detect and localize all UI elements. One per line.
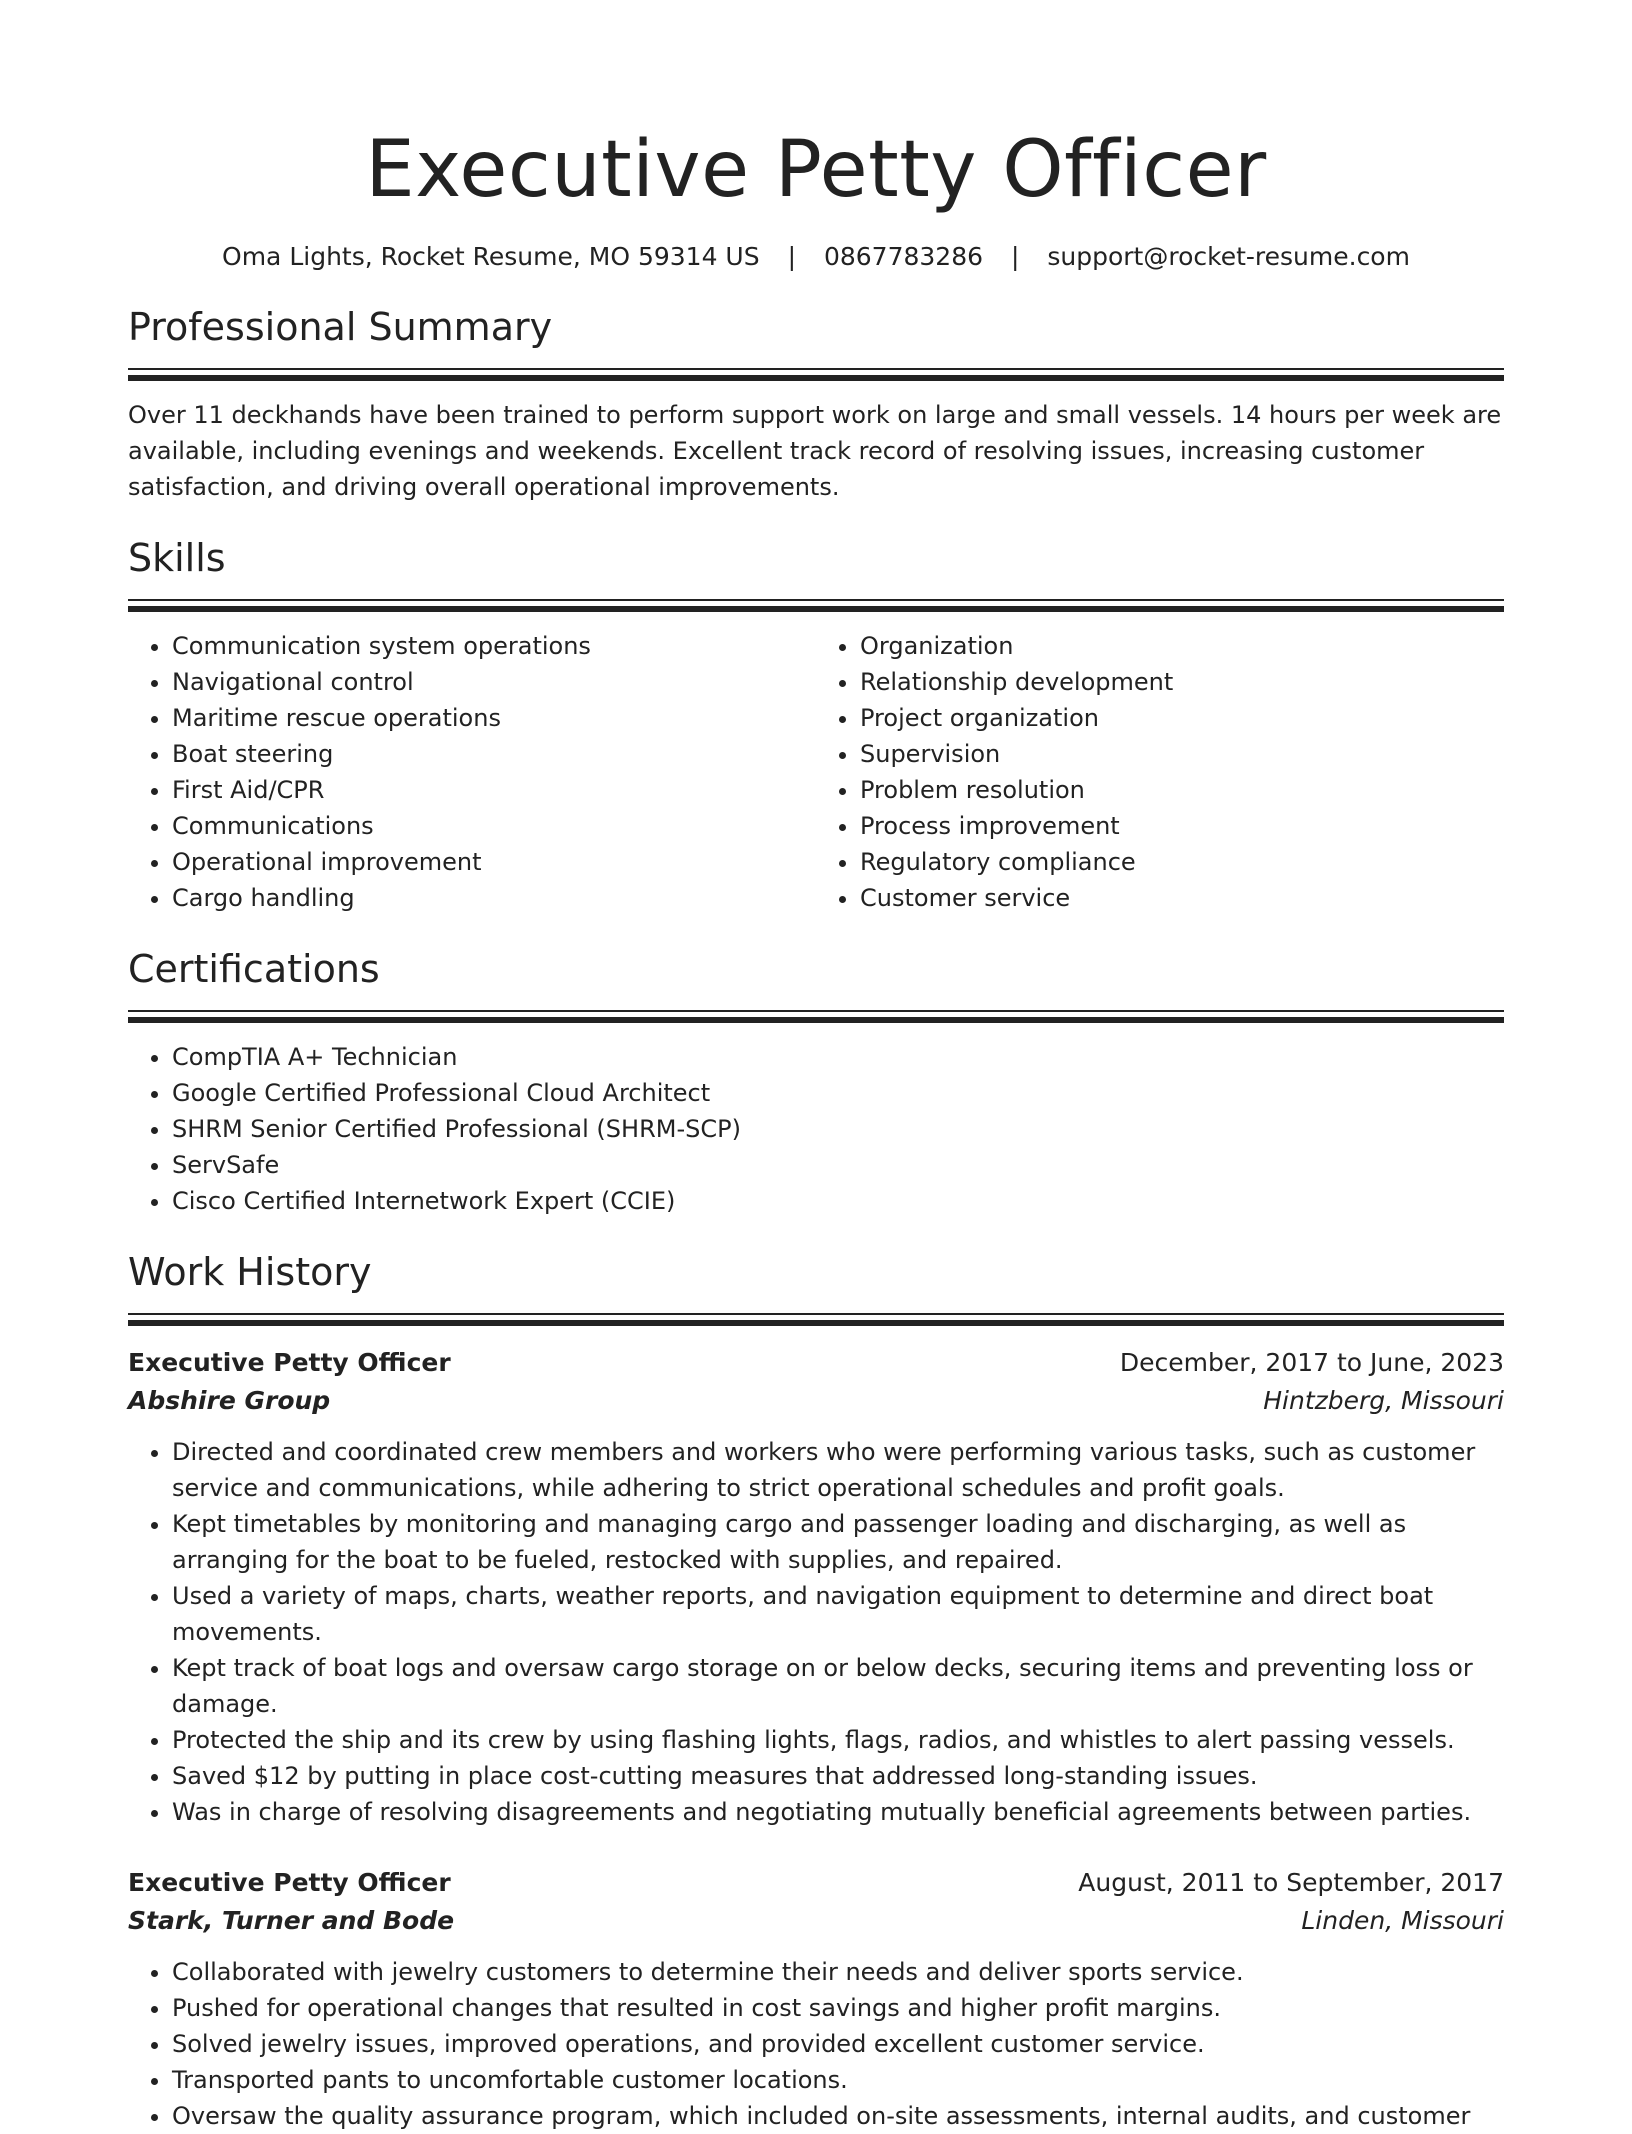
contact-address: Oma Lights, Rocket Resume, MO 59314 US [222,242,760,271]
job-header-row [128,1864,1504,1902]
skills-title: Skills [128,536,226,580]
job-duty-item: • Kept track of boat logs and oversaw cargo storage on or below decks, securing items and preventing loss or damage. [172,1650,1504,1722]
job-location: Linden, Missouri [1301,1906,1504,1935]
job-duty-item: • Pushed for operational changes that resulted in cost savings and higher profit margins. [172,1990,1504,2026]
job-company-row [128,1382,1504,1420]
job-entry [128,1344,1504,1830]
job-title: Executive Petty Officer [128,1348,451,1377]
work-history-section [128,1247,1504,2134]
job-duty-item: • Oversaw the quality assurance program, which included on-site assessments, internal audits, and customer [172,2098,1504,2134]
job-duty-item: • Collaborated with jewelry customers to determine their needs and deliver sports service. [172,1954,1504,1990]
job-duty-item: • Saved $12 by putting in place cost-cutting measures that addressed long-standing issues. [172,1758,1504,1794]
contact-email: support@rocket-resume.com [1047,242,1410,271]
job-dates: August, 2011 to September, 2017 [1078,1868,1504,1897]
skill-item: • Customer service [860,880,1504,916]
certification-item: • Google Certified Professional Cloud Architect [172,1075,1504,1111]
certifications-title: Certifications [128,947,380,991]
skill-item: • Supervision [860,736,1504,772]
job-dates: December, 2017 to June, 2023 [1119,1348,1504,1377]
certifications-section [128,944,1504,1219]
skills-section [128,533,1504,916]
job-company: Abshire Group [128,1386,331,1415]
skill-item: • Maritime rescue operations [172,700,816,736]
summary-text: Over 11 deckhands have been trained to perform support work on large and small vessels. 14 hours per week are available, including evenings and weekends. Excellent track record of resolving issues, increasing customer satisfaction, and driving overall operational improvements. [128,401,1502,501]
certification-item: • ServSafe [172,1147,1504,1183]
skill-item: • Communication system operations [172,628,816,664]
section-divider [128,1313,1504,1326]
skill-item: • Operational improvement [172,844,816,880]
skill-item: • Cargo handling [172,880,816,916]
skills-list-right [816,628,1504,916]
job-duty-item: • Directed and coordinated crew members and workers who were performing various tasks, such as customer service and communications, while adhering to strict operational schedules and profit goals. [172,1434,1504,1506]
skill-item: • Navigational control [172,664,816,700]
job-duties-list [128,1434,1504,1830]
section-divider [128,599,1504,612]
section-divider [128,368,1504,381]
summary-title: Professional Summary [128,305,553,349]
section-divider [128,1010,1504,1023]
resume-name: Executive Petty Officer [365,125,1267,215]
job-title: Executive Petty Officer [128,1868,451,1897]
work-history-title: Work History [128,1250,372,1294]
skill-item: • Problem resolution [860,772,1504,808]
job-duty-item: • Kept timetables by monitoring and managing cargo and passenger loading and discharging, as well as arranging for the boat to be fueled, restocked with supplies, and repaired. [172,1506,1504,1578]
job-header-row [128,1344,1504,1382]
certification-item: • Cisco Certified Internetwork Expert (CCIE) [172,1183,1504,1219]
job-duties-list [128,1954,1504,2134]
job-company: Stark, Turner and Bode [128,1906,455,1935]
summary-section [128,302,1504,505]
job-duty-item: • Used a variety of maps, charts, weather reports, and navigation equipment to determine and direct boat movements. [172,1578,1504,1650]
job-duty-item: • Solved jewelry issues, improved operations, and provided excellent customer service. [172,2026,1504,2062]
skill-item: • Communications [172,808,816,844]
contact-separator: | [787,242,796,271]
job-duty-item: • Protected the ship and its crew by using flashing lights, flags, radios, and whistles to alert passing vessels. [172,1722,1504,1758]
contact-line [128,240,1504,274]
skills-list-left [128,628,816,916]
skill-item: • Boat steering [172,736,816,772]
job-duty-item: • Transported pants to uncomfortable customer locations. [172,2062,1504,2098]
contact-phone: 0867783286 [823,242,984,271]
skill-item: • First Aid/CPR [172,772,816,808]
skills-grid [128,628,1504,916]
certification-item: • CompTIA A+ Technician [172,1039,1504,1075]
certifications-list [128,1039,1504,1219]
job-company-row [128,1902,1504,1940]
job-duty-item: • Was in charge of resolving disagreements and negotiating mutually beneficial agreements between parties. [172,1794,1504,1830]
contact-separator: | [1010,242,1020,271]
job-entry [128,1864,1504,2134]
certification-item: • SHRM Senior Certified Professional (SHRM-SCP) [172,1111,1504,1147]
skill-item: • Project organization [860,700,1504,736]
skill-item: • Relationship development [860,664,1504,700]
skill-item: • Organization [860,628,1504,664]
skill-item: • Regulatory compliance [860,844,1504,880]
skill-item: • Process improvement [860,808,1504,844]
job-location: Hintzberg, Missouri [1263,1386,1504,1415]
